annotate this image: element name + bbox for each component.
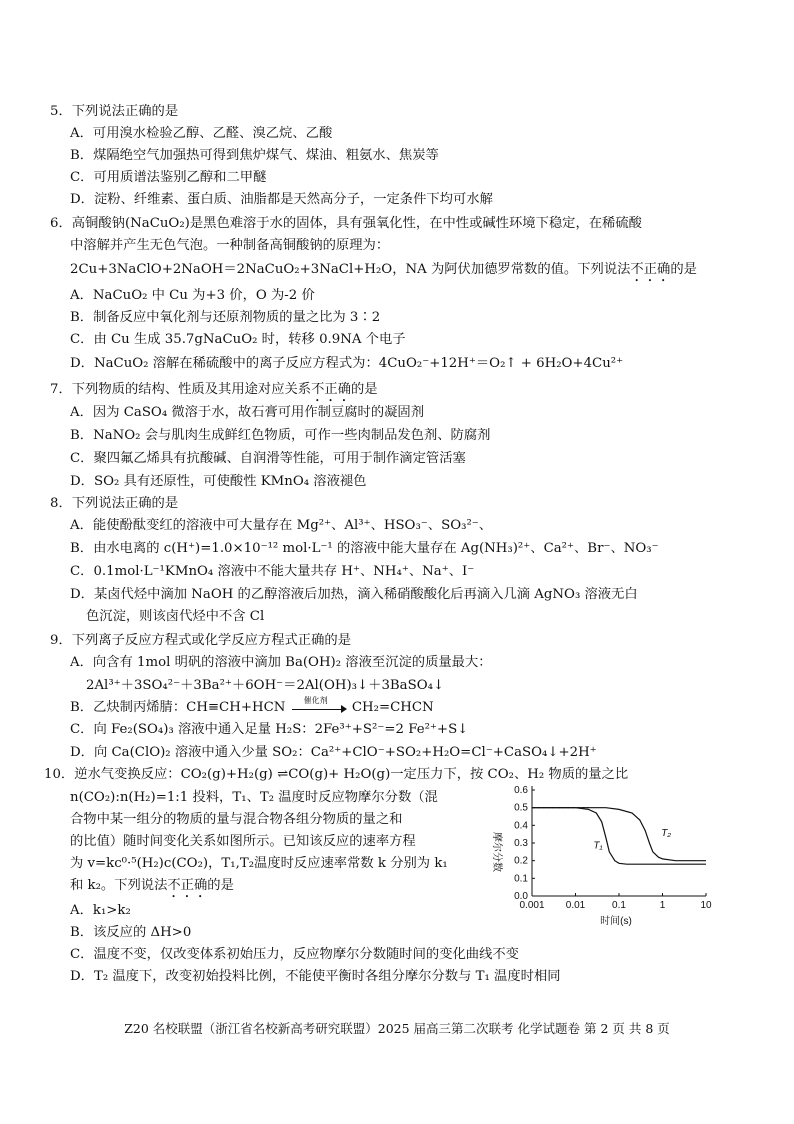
x-tick-label: 10 <box>700 900 712 911</box>
x-tick-label: 1 <box>659 900 666 911</box>
y-tick-label: 0.0 <box>514 891 528 902</box>
series-label-2: T₂ <box>661 827 672 839</box>
q6-stem-1: 6．高铜酸钠(NaCuO₂)是黑色难溶于水的固体，具有强氧化性，在中性或碱性环境下稳定，在稀硫酸 <box>50 216 642 231</box>
q5-option-c: C．可用质谱法鉴别乙醇和二甲醚 <box>70 170 267 185</box>
q6-option-d: D．NaCuO₂ 溶解在稀硫酸中的离子反应方程式为：4CuO₂⁻+12H⁺＝O₂↑ + 6H₂O+4Cu²⁺ <box>70 356 624 371</box>
q9-b-arrow-line <box>292 709 342 710</box>
series-label-1: T₁ <box>593 840 603 852</box>
q7-stem-text: 7．下列物质的结构、性质及其用途对应关系 <box>50 382 312 397</box>
q9-option-a-2: 2Al³⁺＋3SO₄²⁻＋3Ba²⁺＋6OH⁻＝2Al(OH)₃↓＋3BaSO₄↓ <box>86 678 445 693</box>
q8-option-c: C．0.1mol·L⁻¹KMnO₄ 溶液中不能大量共存 H⁺、NH₄⁺、Na⁺、I⁻ <box>70 564 475 579</box>
q9-option-d: D．向 Ca(ClO)₂ 溶液中通入少量 SO₂：Ca²⁺+ClO⁻+SO₂+H₂O=Cl⁻+CaSO₄↓+2H⁺ <box>70 745 597 760</box>
q6-stem-2: 中溶解并产生无色气泡。一种制备高铜酸钠的原理为： <box>70 238 390 253</box>
q10-option-c: C．温度不变，仅改变体系初始压力，反应物摩尔分数随时间的变化曲线不变 <box>70 947 519 962</box>
y-tick-label: 0.2 <box>514 855 528 867</box>
q6-option-a: A．NaCuO₂ 中 Cu 为+3 价，O 为-2 价 <box>70 288 315 303</box>
q5-option-d: D．淀粉、纤维素、蛋白质、油脂都是天然高分子，一定条件下均可水解 <box>70 192 493 207</box>
x-tick-label: 0.01 <box>565 900 586 911</box>
q7-option-d: D．SO₂ 具有还原性，可使酸性 KMnO₄ 溶液褪色 <box>70 474 367 489</box>
q10-option-b: B．该反应的 ΔH>0 <box>70 925 192 940</box>
q10-stem-6 <box>70 878 234 901</box>
y-tick-label: 0.1 <box>514 873 528 885</box>
q7-option-b: B．NaNO₂ 会与肌肉生成鲜红色物质，可作一些肉制品发色剂、防腐剂 <box>70 428 491 443</box>
q9-b-arrow-head <box>341 705 347 713</box>
q9-option-a-1: A．向含有 1mol 明矾的溶液中滴加 Ba(OH)₂ 溶液至沉淀的质量最大： <box>70 655 492 670</box>
q10-stem-4: 的比值）随时间变化关系如图所示。已知该反应的速率方程 <box>70 834 416 849</box>
mole-fraction-chart <box>484 780 718 930</box>
chart-ylabel: 摩尔分数 <box>491 832 502 872</box>
q6-option-b: B．制备反应中氧化剂与还原剂物质的量之比为 3∶2 <box>70 310 381 325</box>
q8-option-d-2: 色沉淀，则该卤代烃中不含 Cl <box>86 609 265 624</box>
q6-stem-3 <box>70 262 697 285</box>
q10-stem-3: 合物中某一组分的物质的量与混合物各组分物质的量之和 <box>70 812 403 827</box>
q8-stem: 8．下列说法正确的是 <box>50 496 179 511</box>
q10-stem-6-end: 的是 <box>207 878 234 893</box>
q9-option-b <box>70 695 434 716</box>
q10-option-a: A．k₁>k₂ <box>70 903 131 918</box>
q6-option-c: C．由 Cu 生成 35.7gNaCuO₂ 时，转移 0.9NA 个电子 <box>70 332 406 347</box>
chart-series <box>532 808 706 865</box>
chart-xlabel: 时间(s) <box>600 916 632 927</box>
page-footer: Z20 名校联盟（浙江省名校新高考研究联盟）2025 届高三第二次联考 化学试题卷 第 2 页 共 8 页 <box>124 1021 670 1036</box>
q10-stem-6-text: 和 k₂。下列说法 <box>70 878 168 893</box>
series-line-2 <box>532 808 706 861</box>
q10-option-d: D．T₂ 温度下，改变初始投料比例，不能使平衡时各组分摩尔分数与 T₁ 温度时相同 <box>70 969 561 984</box>
y-tick-label: 0.3 <box>514 838 528 849</box>
y-tick-label: 0.6 <box>514 785 528 796</box>
q7-option-c: C．聚四氟乙烯具有抗酸碱、自润滑等性能，可用于制作滴定管活塞 <box>70 451 466 466</box>
q8-option-a: A．能使酚酞变红的溶液中可大量存在 Mg²⁺、Al³⁺、HSO₃⁻、SO₃²⁻、 <box>70 518 493 533</box>
q7-stem-end: 的是 <box>351 382 378 397</box>
q7-stem <box>50 382 378 405</box>
q8-option-d-1: D．某卤代烃中滴加 NaOH 的乙醇溶液后加热，滴入稀硝酸酸化后再滴入几滴 AgNO₃ 溶液无白 <box>70 587 638 602</box>
q10-stem-1: 10．逆水气变换反应：CO₂(g)+H₂(g) ⇌CO(g)+ H₂O(g)一定压力下，按 CO₂、H₂ 物质的量之比 <box>44 767 629 782</box>
series-line-1 <box>532 808 706 865</box>
q9-stem: 9．下列离子反应方程式或化学反应方程式正确的是 <box>50 633 351 648</box>
y-tick-label: 0.5 <box>514 802 528 814</box>
x-tick-label: 0.1 <box>612 900 626 911</box>
q10-stem-2: n(CO₂):n(H₂)=1:1 投料，T₁、T₂ 温度时反应物摩尔分数（混 <box>70 790 438 805</box>
q8-option-b: B．由水电离的 c(H⁺)=1.0×10⁻¹² mol·L⁻¹ 的溶液中能大量存在 Ag(NH₃)²⁺、Ca²⁺、Br⁻、NO₃⁻ <box>70 541 659 556</box>
q9-b-right: CH₂=CHCN <box>351 700 434 715</box>
q10-emphasis: 不正确 <box>167 878 208 893</box>
x-tick-label: 0.001 <box>519 900 545 911</box>
q9-option-c: C．向 Fe₂(SO₄)₃ 溶液中通入足量 H₂S：2Fe³⁺+S²⁻=2 Fe²⁺+S↓ <box>70 722 469 737</box>
chart-axes <box>514 785 712 911</box>
y-tick-label: 0.4 <box>514 820 528 832</box>
q7-emphasis: 不正确 <box>311 382 351 397</box>
q6-stem-3-end: 的是 <box>670 262 697 277</box>
q9-b-arrow <box>290 695 348 715</box>
q7-option-a: A．因为 CaSO₄ 微溶于水，故石膏可用作制豆腐时的凝固剂 <box>70 405 425 420</box>
q6-stem-3-text: 2Cu+3NaClO+2NaOH＝2NaCuO₂+3NaCl+H₂O，NA 为阿伏加德罗常数的值。下列说法 <box>70 262 631 277</box>
q5-option-b: B．煤隔绝空气加强热可得到焦炉煤气、煤油、粗氨水、焦炭等 <box>70 148 439 163</box>
q6-emphasis: 不正确 <box>630 262 671 277</box>
q9-b-catalyst: 催化剂 <box>303 695 328 705</box>
q5-option-a: A．可用溴水检验乙醇、乙醛、溴乙烷、乙酸 <box>70 126 333 141</box>
q9-b-left: B．乙炔制丙烯腈：CH≡CH+HCN <box>70 700 286 715</box>
q5-stem: 5．下列说法正确的是 <box>50 104 179 119</box>
q10-stem-5: 为 v=kc⁰·⁵(H₂)c(CO₂)，T₁,T₂温度时反应速率常数 k 分别为 k₁ <box>70 856 448 871</box>
